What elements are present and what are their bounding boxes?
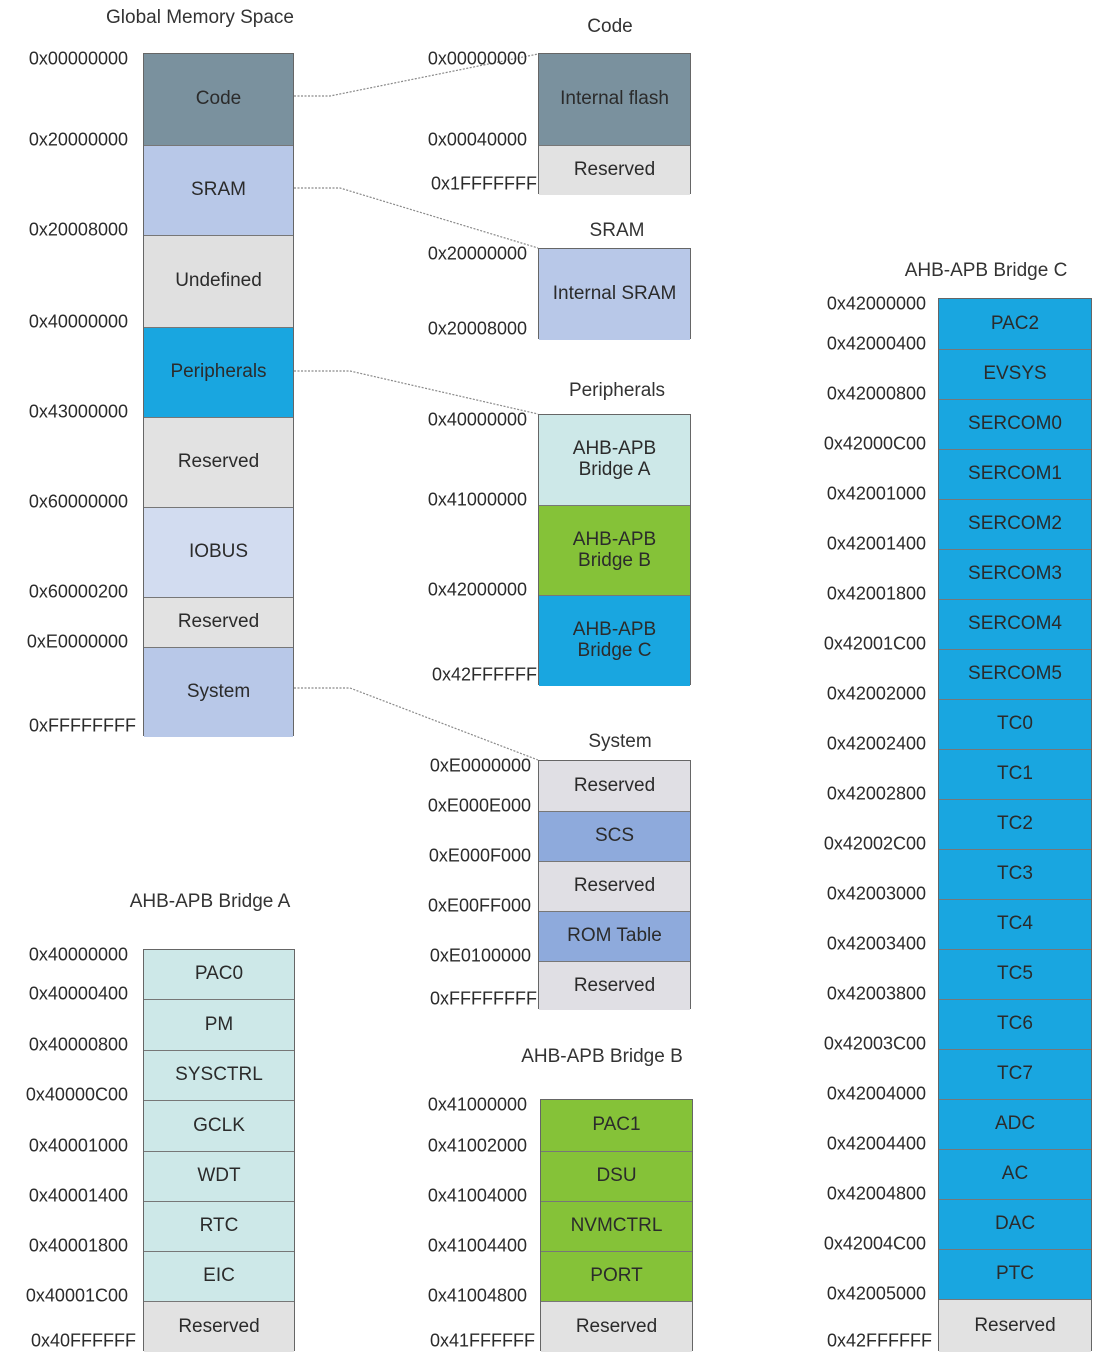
address-label: 0x42003800 — [826, 983, 926, 1004]
peripherals-block — [538, 414, 691, 685]
global-segment-system: System — [144, 647, 293, 737]
bridge-a-segment-wdt: WDT — [144, 1151, 294, 1201]
address-label: 0x40001400 — [28, 1185, 128, 1206]
address-label: 0x41004000 — [427, 1185, 527, 1206]
address-label: 0x42FFFFFF — [431, 664, 537, 685]
address-label: 0x42000800 — [826, 383, 926, 404]
bridge-c-segment-sercom4: SERCOM4 — [939, 599, 1091, 649]
address-label: 0xE0100000 — [429, 945, 531, 966]
bridge-a-segment-pm: PM — [144, 999, 294, 1050]
bridge-c-segment-tc1: TC1 — [939, 749, 1091, 799]
bridge-b-title: AHB-APB Bridge B — [521, 1046, 683, 1067]
bridge-c-segment-tc6: TC6 — [939, 999, 1091, 1049]
bridge-c-segment-sercom0: SERCOM0 — [939, 399, 1091, 449]
peripherals-segment-ahb-apb-bridge-c: AHB-APB Bridge C — [539, 595, 690, 686]
address-label: 0x42004C00 — [823, 1233, 926, 1254]
bridge-a-segment-sysctrl: SYSCTRL — [144, 1050, 294, 1100]
address-label: 0x42002800 — [826, 783, 926, 804]
global-segment-sram: SRAM — [144, 145, 293, 235]
code-block — [538, 53, 691, 194]
address-label: 0x40000800 — [28, 1034, 128, 1055]
bridge-b-segment-nvmctrl: NVMCTRL — [541, 1201, 692, 1251]
bridge-c-block — [938, 298, 1092, 1351]
bridge-c-segment-sercom3: SERCOM3 — [939, 549, 1091, 599]
address-label: 0x41004800 — [427, 1285, 527, 1306]
bridge-c-segment-evsys: EVSYS — [939, 349, 1091, 399]
address-label: 0x43000000 — [28, 401, 128, 422]
system-segment-reserved: Reserved — [539, 761, 690, 811]
bridge-c-segment-sercom2: SERCOM2 — [939, 499, 1091, 549]
address-label: 0x42000000 — [427, 579, 527, 600]
address-label: 0xE0000000 — [26, 631, 128, 652]
global-block — [143, 53, 294, 736]
bridge-a-segment-pac0: PAC0 — [144, 950, 294, 999]
bridge-c-segment-tc4: TC4 — [939, 899, 1091, 949]
sram-title: SRAM — [589, 220, 645, 241]
peripherals-segment-ahb-apb-bridge-a: AHB-APB Bridge A — [539, 415, 690, 505]
global-title: Global Memory Space — [106, 7, 294, 28]
bridge-c-segment-tc0: TC0 — [939, 699, 1091, 749]
address-label: 0x60000200 — [28, 581, 128, 602]
address-label: 0x42FFFFFF — [826, 1330, 932, 1351]
system-segment-reserved: Reserved — [539, 861, 690, 911]
address-label: 0x42001400 — [826, 533, 926, 554]
bridge-a-segment-eic: EIC — [144, 1251, 294, 1301]
address-label: 0x42003C00 — [823, 1033, 926, 1054]
peripherals-segment-ahb-apb-bridge-b: AHB-APB Bridge B — [539, 505, 690, 595]
address-label: 0x20000000 — [427, 243, 527, 264]
address-label: 0x20008000 — [28, 219, 128, 240]
bridge-b-block — [540, 1099, 693, 1351]
address-label: 0x42004000 — [826, 1083, 926, 1104]
address-label: 0x40001000 — [28, 1135, 128, 1156]
bridge-c-segment-sercom5: SERCOM5 — [939, 649, 1091, 699]
address-label: 0x42001800 — [826, 583, 926, 604]
address-label: 0x40000400 — [28, 983, 128, 1004]
address-label: 0x42000000 — [826, 293, 926, 314]
bridge-c-segment-tc7: TC7 — [939, 1049, 1091, 1099]
address-label: 0x20008000 — [427, 318, 527, 339]
address-label: 0x60000000 — [28, 491, 128, 512]
address-label: 0x42005000 — [826, 1283, 926, 1304]
address-label: 0xE0000000 — [429, 755, 531, 776]
bridge-b-segment-port: PORT — [541, 1251, 692, 1301]
address-label: 0x41000000 — [427, 1094, 527, 1115]
system-segment-rom-table: ROM Table — [539, 911, 690, 961]
address-label: 0x40FFFFFF — [30, 1330, 136, 1351]
global-segment-reserved: Reserved — [144, 597, 293, 647]
bridge-c-segment-pac2: PAC2 — [939, 299, 1091, 349]
code-segment-reserved: Reserved — [539, 145, 690, 195]
system-segment-scs: SCS — [539, 811, 690, 861]
address-label: 0x40001C00 — [25, 1285, 128, 1306]
bridge-b-segment-pac1: PAC1 — [541, 1100, 692, 1151]
address-label: 0x42002C00 — [823, 833, 926, 854]
bridge-a-segment-rtc: RTC — [144, 1201, 294, 1251]
address-label: 0x40000000 — [28, 311, 128, 332]
bridge-a-title: AHB-APB Bridge A — [129, 891, 291, 912]
address-label: 0x42003000 — [826, 883, 926, 904]
address-label: 0x40000000 — [427, 409, 527, 430]
code-segment-internal-flash: Internal flash — [539, 54, 690, 145]
bridge-c-segment-tc3: TC3 — [939, 849, 1091, 899]
global-segment-peripherals: Peripherals — [144, 327, 293, 417]
address-label: 0x42002000 — [826, 683, 926, 704]
address-label: 0x42002400 — [826, 733, 926, 754]
address-label: 0xE00FF000 — [427, 895, 531, 916]
bridge-c-segment-reserved: Reserved — [939, 1299, 1091, 1352]
bridge-c-segment-ac: AC — [939, 1149, 1091, 1199]
address-label: 0x42001C00 — [823, 633, 926, 654]
address-label: 0x42004800 — [826, 1183, 926, 1204]
address-label: 0x42000400 — [826, 333, 926, 354]
address-label: 0x40001800 — [28, 1235, 128, 1256]
global-segment-iobus: IOBUS — [144, 507, 293, 597]
bridge-b-segment-reserved: Reserved — [541, 1301, 692, 1352]
system-block — [538, 760, 691, 1009]
global-segment-code: Code — [144, 54, 293, 145]
system-title: System — [588, 731, 652, 752]
bridge-c-segment-ptc: PTC — [939, 1249, 1091, 1299]
address-label: 0x1FFFFFFF — [431, 173, 537, 194]
peripherals-title: Peripherals — [568, 380, 666, 401]
address-label: 0x41FFFFFF — [429, 1330, 535, 1351]
address-label: 0x00040000 — [427, 129, 527, 150]
address-label: 0x41004400 — [427, 1235, 527, 1256]
bridge-c-segment-dac: DAC — [939, 1199, 1091, 1249]
address-label: 0x42004400 — [826, 1133, 926, 1154]
address-label: 0x20000000 — [28, 129, 128, 150]
address-label: 0x41002000 — [427, 1135, 527, 1156]
address-label: 0xE000E000 — [427, 795, 531, 816]
global-segment-reserved: Reserved — [144, 417, 293, 507]
bridge-c-segment-adc: ADC — [939, 1099, 1091, 1149]
address-label: 0x41000000 — [427, 489, 527, 510]
address-label: 0x42001000 — [826, 483, 926, 504]
address-label: 0xE000F000 — [428, 845, 531, 866]
address-label: 0x00000000 — [427, 48, 527, 69]
code-title: Code — [587, 16, 633, 37]
bridge-a-block — [143, 949, 295, 1351]
bridge-a-segment-gclk: GCLK — [144, 1100, 294, 1151]
bridge-c-segment-sercom1: SERCOM1 — [939, 449, 1091, 499]
address-label: 0x40000C00 — [25, 1084, 128, 1105]
address-label: 0x40000000 — [28, 944, 128, 965]
bridge-a-segment-reserved: Reserved — [144, 1301, 294, 1352]
sram-segment-internal-sram: Internal SRAM — [539, 249, 690, 340]
system-segment-reserved: Reserved — [539, 961, 690, 1010]
bridge-b-segment-dsu: DSU — [541, 1151, 692, 1201]
global-segment-undefined: Undefined — [144, 235, 293, 327]
bridge-c-title: AHB-APB Bridge C — [904, 260, 1068, 281]
sram-block — [538, 248, 691, 339]
address-label: 0xFFFFFFFF — [29, 715, 136, 736]
address-label: 0x42000C00 — [823, 433, 926, 454]
bridge-c-segment-tc2: TC2 — [939, 799, 1091, 849]
address-label: 0x42003400 — [826, 933, 926, 954]
address-label: 0xFFFFFFFF — [430, 988, 537, 1009]
address-label: 0x00000000 — [28, 48, 128, 69]
bridge-c-segment-tc5: TC5 — [939, 949, 1091, 999]
